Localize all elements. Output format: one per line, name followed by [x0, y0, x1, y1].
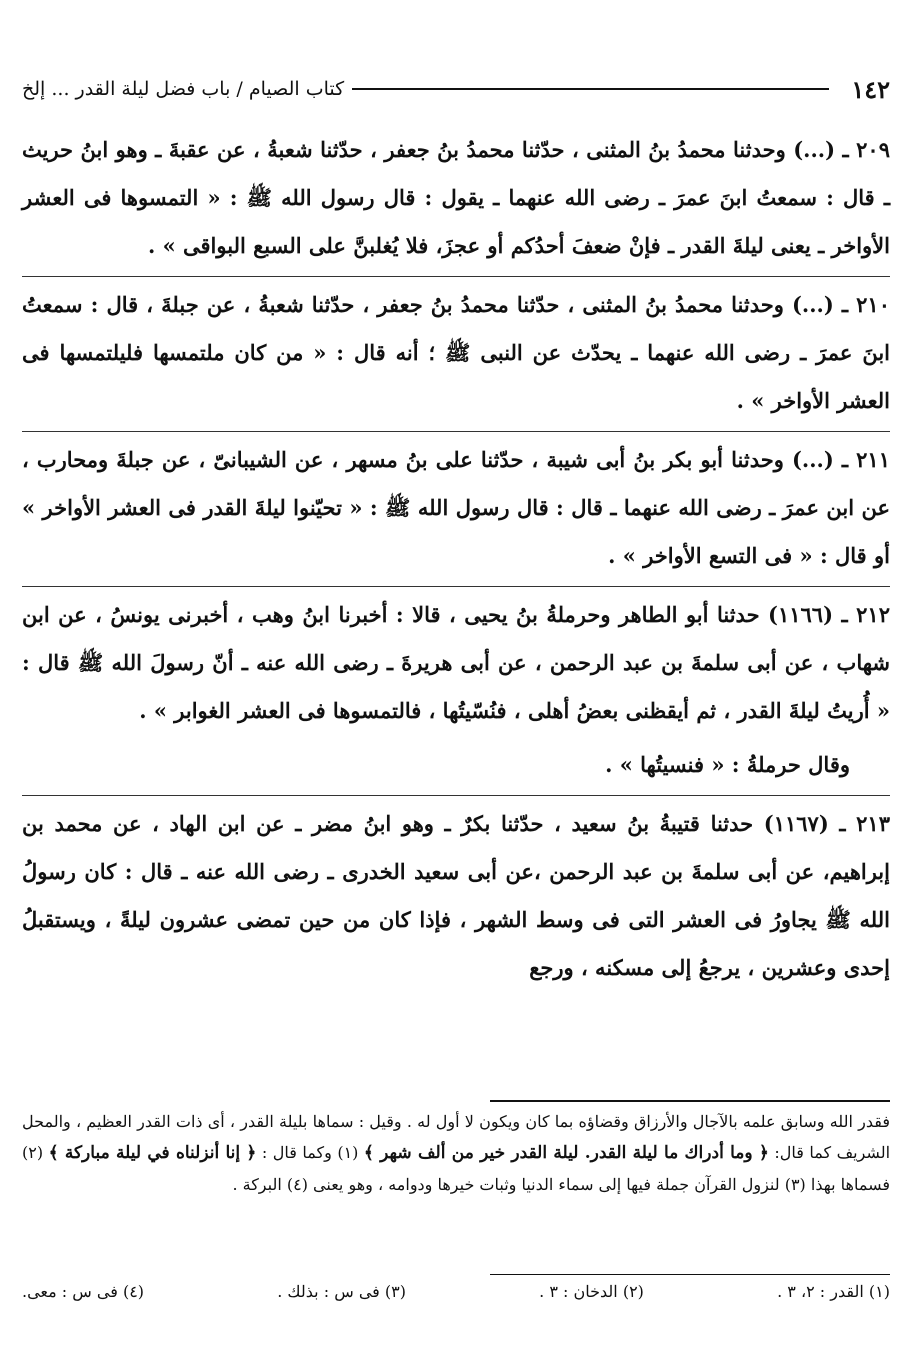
hadith-number: ٢١١ ـ (...) — [791, 447, 890, 472]
reference-4: (٤) فى س : معى. — [22, 1282, 145, 1301]
hadith-number: ٢١٠ ـ (...) — [791, 292, 890, 317]
quran-quote: ﴿ وما أدراك ما ليلة القدر. ليلة القدر خير من ألف شهر ﴾ — [363, 1143, 769, 1163]
hadith-213 — [22, 800, 890, 992]
footnote-text: (٢) فسماها بهذا (٣) لنزول القرآن جملة فيها إلى سماء الدنيا وثبات خيرها ودوامه ، وهو يعنى (٤) البركة . — [22, 1143, 890, 1194]
hadith-number: ٢١٢ ـ (١١٦٦) — [768, 602, 890, 627]
hadith-211 — [22, 436, 890, 580]
footnote-text: (١) وكما قال : — [261, 1143, 359, 1162]
hadith-text: وحدثنا محمدُ بنُ المثنى ، حدّثنا محمدُ بنُ جعفر ، حدّثنا شعبةُ ، عن جبلةَ ، قال : سمعتُ ابنَ عمرَ ـ رضى الله عنهما ـ يحدّث عن النبى ﷺ ؛ أنه قال : « من كان ملتمسها فليلتمسها فى العشر الأواخر » . — [22, 292, 890, 413]
main-text — [22, 126, 890, 992]
reference-3: (٣) فى س : بذلك . — [277, 1282, 406, 1301]
hadith-separator — [22, 431, 890, 432]
reference-1: (١) القدر : ٢، ٣ . — [777, 1282, 890, 1301]
hadith-209 — [22, 126, 890, 270]
hadith-separator — [22, 795, 890, 796]
page-header — [22, 72, 890, 106]
running-title: كتاب الصيام / باب فضل ليلة القدر ... إلخ — [22, 78, 345, 100]
header-rule — [352, 88, 829, 90]
references-rule — [490, 1274, 890, 1275]
hadith-210 — [22, 281, 890, 425]
hadith-text: وحدثنا محمدُ بنُ المثنى ، حدّثنا محمدُ بنُ جعفر ، حدّثنا شعبةُ ، عن عقبةَ ـ وهو ابنُ حريث ـ قال : سمعتُ ابنَ عمرَ ـ رضى الله عنهما ـ يقول : قال رسول الله ﷺ : « التمسوها فى العشر الأواخر ـ يعنى ليلةَ القدر ـ فإنْ ضعفَ أحدُكم أو عجزَ، فلا يُغلبنَّ على السبع البواقى » . — [22, 137, 890, 258]
footnote-text: فقدر الله وسابق علمه بالآجال والأرزاق وقضاؤه بما كان ويكون لا أول له . وقيل : سماها بليلة القدر ، أى ذات القدر العظيم ، والمحل الشريف كما قال: — [22, 1112, 891, 1162]
references — [22, 1282, 890, 1301]
hadith-text: حدثنا قتيبةُ بنُ سعيد ، حدّثنا بكرٌ ـ وهو ابنُ مضر ـ عن ابن الهاد ، عن محمد بن إبراهيم، عن أبى سلمةَ بن عبد الرحمن ،عن أبى سعيد الخدرى ـ رضى الله عنه ـ قال : كان رسولُ الله ﷺ يجاورُ فى العشر التى فى وسط الشهر ، فإذا كان من حين تمضى عشرون ليلةً ، ويستقبلُ إحدى وعشرين ، يرجعُ إلى مسكنه ، ورجع — [22, 811, 890, 980]
hadith-number: ٢٠٩ ـ (...) — [793, 137, 890, 162]
hadith-212 — [22, 591, 890, 735]
page-number: ١٤٢ — [851, 74, 890, 104]
footnote-rule — [490, 1100, 890, 1102]
commentary-footnote — [22, 1106, 890, 1200]
hadith-separator — [22, 276, 890, 277]
hadith-212-note: وقال حرملةُ : « فنسيتُها » . — [605, 752, 850, 777]
hadith-text: وحدثنا أبو بكر بنُ أبى شيبة ، حدّثنا على بنُ مسهر ، عن الشيبانىّ ، عن جبلةَ ومحارب ، عن ابن عمرَ ـ رضى الله عنهما ـ قال : قال رسول الله ﷺ : « تحيّنوا ليلةَ القدر فى العشر الأواخر » أو قال : « فى التسع الأواخر » . — [22, 447, 890, 568]
hadith-text: حدثنا أبو الطاهر وحرملةُ بنُ يحيى ، قالا : أخبرنا ابنُ وهب ، أخبرنى يونسُ ، عن ابن شهاب ، عن أبى سلمةَ بن عبد الرحمن ، عن أبى هريرةَ ـ رضى الله عنه ـ أنّ رسولَ الله ﷺ قال : « أُريتُ ليلةَ القدر ، ثم أيقظنى بعضُ أهلى ، فنُسّيتُها ، فالتمسوها فى العشر الغوابر » . — [22, 602, 890, 723]
hadith-separator — [22, 586, 890, 587]
quran-quote: ﴿ إنا أنزلناه في ليلة مباركة ﴾ — [48, 1143, 257, 1163]
reference-2: (٢) الدخان : ٣ . — [539, 1282, 644, 1301]
hadith-number: ٢١٣ ـ (١١٦٧) — [763, 811, 890, 836]
